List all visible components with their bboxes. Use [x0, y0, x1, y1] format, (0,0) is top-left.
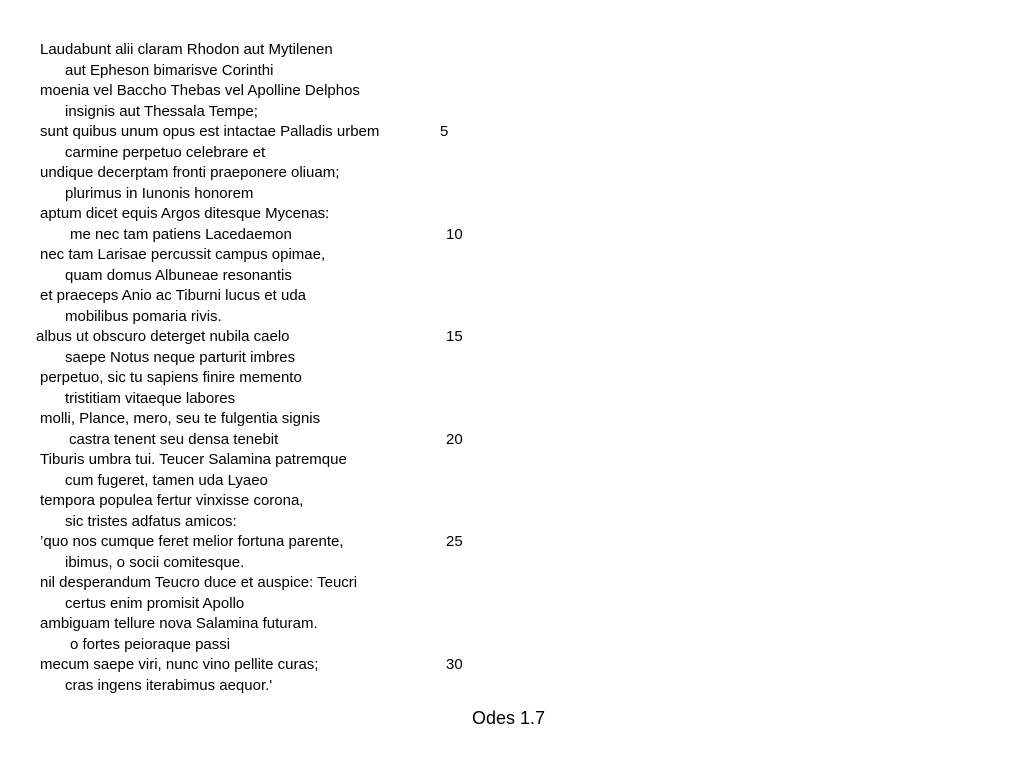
poem-line: [0, 491, 600, 512]
line-text: undique decerptam fronti praeponere oliuam;: [40, 164, 340, 181]
line-text: o fortes peioraque passi: [70, 635, 231, 653]
poem-line: [0, 307, 600, 328]
line-text: molli, Plance, mero, seu te fulgentia signis: [40, 410, 321, 427]
line-text: nil desperandum Teucro duce et auspice: Teucri: [40, 574, 358, 591]
poem-line: [0, 573, 600, 594]
line-text: perpetuo, sic tu sapiens finire memento: [40, 369, 302, 386]
poem-line: [0, 614, 600, 635]
poem-line: [0, 409, 600, 430]
poem-line: [0, 635, 600, 656]
poem-line: [0, 327, 600, 348]
line-number: 10: [446, 225, 463, 243]
poem-line: [0, 81, 600, 102]
line-text: ibimus, o socii comitesque.: [65, 553, 245, 571]
poem-line: [0, 594, 600, 615]
line-number: 25: [446, 533, 463, 550]
poem-line: [0, 266, 600, 287]
poem-line: [0, 245, 600, 266]
poem-caption: Odes 1.7: [472, 708, 546, 728]
line-text: mobilibus pomaria rivis.: [65, 307, 222, 325]
line-text: mecum saepe viri, nunc vino pellite curas;: [40, 656, 319, 673]
poem-line: [0, 286, 600, 307]
poem-line: [0, 225, 600, 246]
poem-line: [0, 40, 600, 61]
line-text: aptum dicet equis Argos ditesque Mycenas:: [40, 205, 330, 222]
poem-line: [0, 512, 600, 533]
poem-line: [0, 471, 600, 492]
line-text: saepe Notus neque parturit imbres: [65, 348, 296, 366]
line-text: quam domus Albuneae resonantis: [65, 266, 292, 284]
line-text: moenia vel Baccho Thebas vel Apolline Delphos: [40, 82, 360, 99]
line-text: Tiburis umbra tui. Teucer Salamina patremque: [40, 451, 347, 468]
poem-line: [0, 655, 600, 676]
poem-text: [0, 40, 600, 696]
line-text: nec tam Larisae percussit campus opimae,: [40, 246, 326, 263]
poem-line: [0, 184, 600, 205]
line-number: 30: [446, 656, 463, 673]
line-text: insignis aut Thessala Tempe;: [65, 102, 258, 120]
poem-line: [0, 122, 600, 143]
poem-line: [0, 676, 600, 697]
line-text: sunt quibus unum opus est intactae Palladis urbem: [40, 123, 380, 140]
line-number: 15: [446, 328, 463, 345]
line-text: tristitiam vitaeque labores: [65, 389, 236, 407]
line-number: 20: [446, 430, 463, 448]
poem-line: [0, 143, 600, 164]
poem-line: [0, 163, 600, 184]
line-text: me nec tam patiens Lacedaemon: [70, 225, 292, 243]
line-text: cum fugeret, tamen uda Lyaeo: [65, 471, 268, 489]
line-text: tempora populea fertur vinxisse corona,: [40, 492, 304, 509]
line-text: certus enim promisit Apollo: [65, 594, 245, 612]
poem-line: [0, 389, 600, 410]
line-text: ’quo nos cumque feret melior fortuna parente,: [40, 533, 344, 550]
line-text: carmine perpetuo celebrare et: [65, 143, 266, 161]
line-text: sic tristes adfatus amicos:: [65, 512, 237, 530]
line-text: albus ut obscuro deterget nubila caelo: [36, 328, 290, 345]
poem-line: [0, 102, 600, 123]
line-text: et praeceps Anio ac Tiburni lucus et uda: [40, 287, 307, 304]
poem-line: [0, 450, 600, 471]
poem-line: [0, 204, 600, 225]
line-text: Laudabunt alii claram Rhodon aut Mytilenen: [40, 41, 333, 58]
line-number: 5: [440, 123, 449, 140]
line-text: cras ingens iterabimus aequor.': [65, 676, 273, 694]
poem-line: [0, 61, 600, 82]
poem-line: [0, 430, 600, 451]
poem-line: [0, 348, 600, 369]
poem-line: [0, 532, 600, 553]
line-text: plurimus in Iunonis honorem: [65, 184, 254, 202]
line-text: castra tenent seu densa tenebit: [69, 430, 279, 448]
poem-line: [0, 553, 600, 574]
line-text: ambiguam tellure nova Salamina futuram.: [40, 615, 318, 632]
line-text: aut Epheson bimarisve Corinthi: [65, 61, 274, 79]
poem-line: [0, 368, 600, 389]
